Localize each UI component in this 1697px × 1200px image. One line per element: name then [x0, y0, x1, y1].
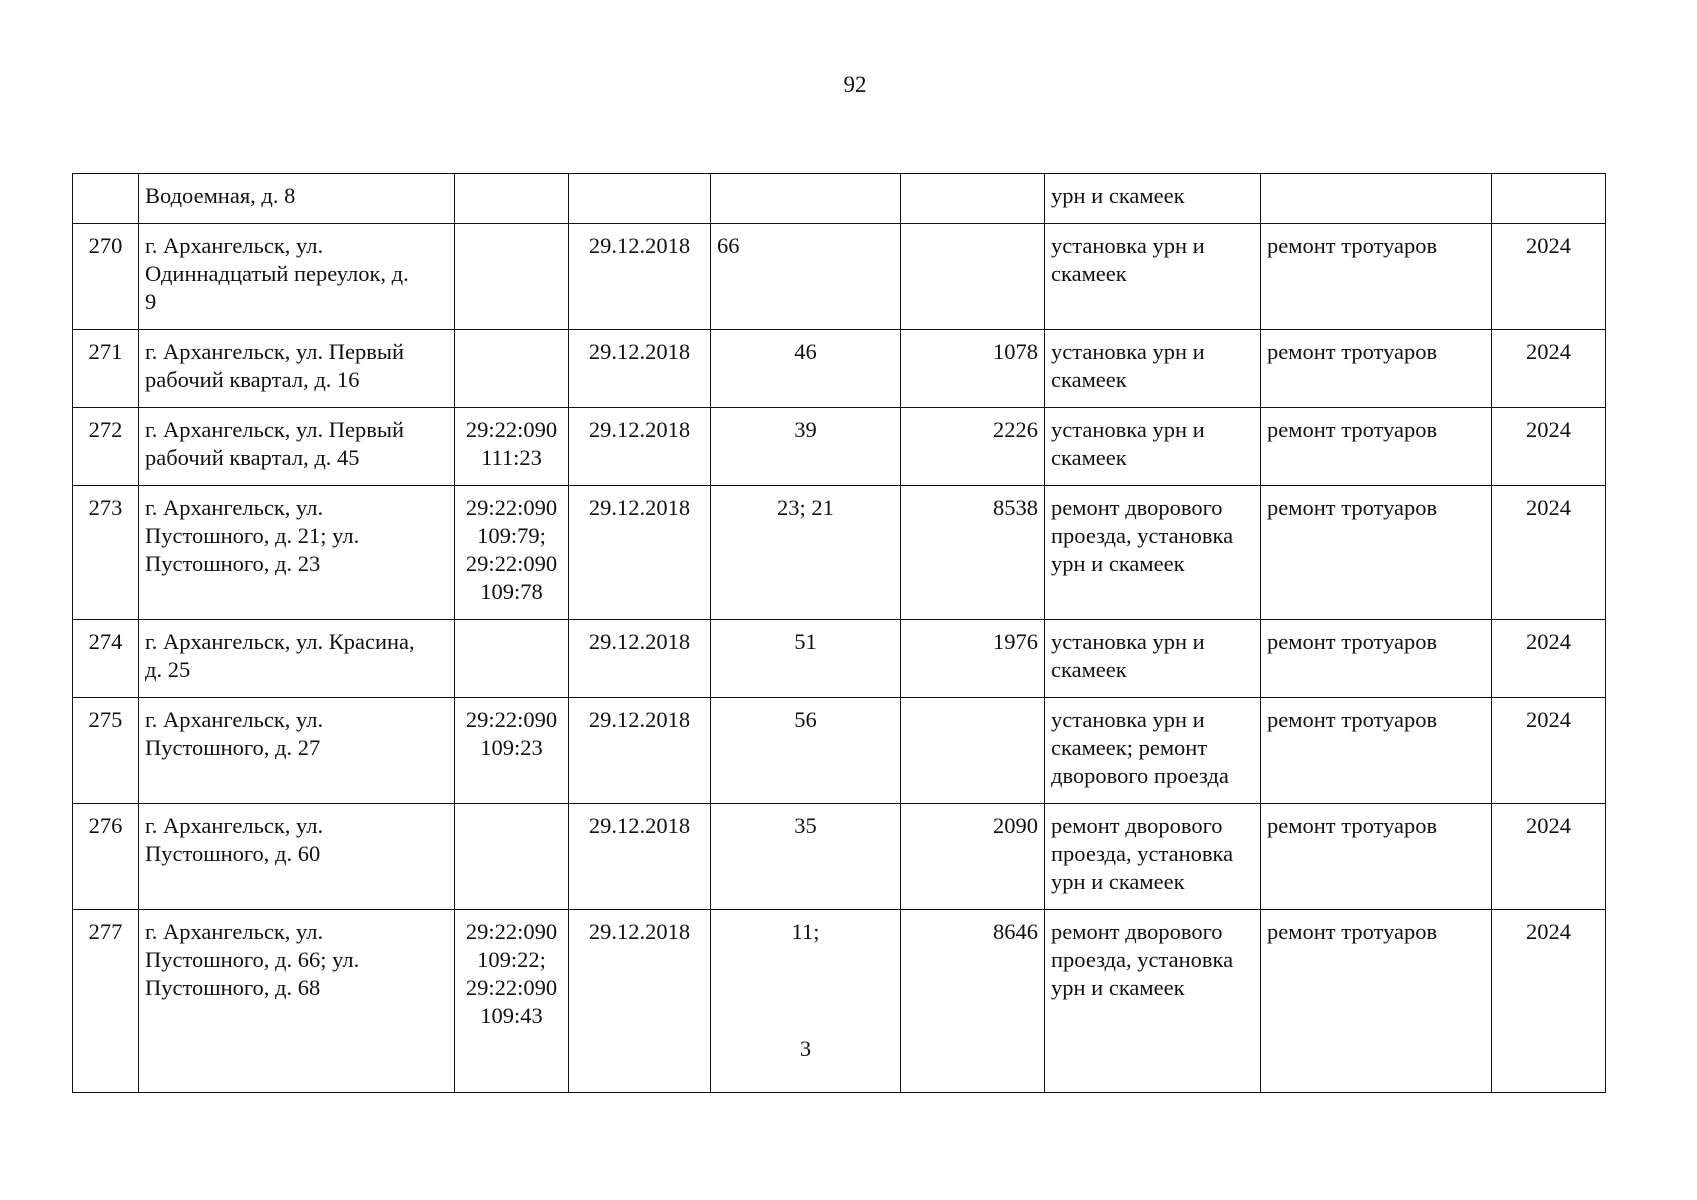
apartment-count-cell	[711, 174, 901, 224]
table-row	[73, 486, 1606, 620]
address-cell: г. Архангельск, ул. Первый рабочий квартал, д. 16	[139, 330, 455, 408]
row-number-cell: 271	[73, 330, 139, 408]
address-cell: г. Архангельск, ул. Пустошного, д. 27	[139, 698, 455, 804]
additional-work-cell: ремонт тротуаров	[1261, 486, 1492, 620]
area-cell: 2090	[901, 804, 1045, 910]
apartment-count-cell: 35	[711, 804, 901, 910]
year-cell: 2024	[1492, 224, 1606, 330]
area-cell: 1078	[901, 330, 1045, 408]
area-cell	[901, 174, 1045, 224]
planned-work-cell: установка урн и скамеек	[1045, 224, 1261, 330]
cadastral-number-cell: 29:22:090 109:22; 29:22:090 109:43	[455, 910, 569, 1093]
planned-work-cell: установка урн и скамеек	[1045, 408, 1261, 486]
area-cell: 8646	[901, 910, 1045, 1093]
address-cell: г. Архангельск, ул. Пустошного, д. 66; ул. Пустошного, д. 68	[139, 910, 455, 1093]
table-row	[73, 804, 1606, 910]
year-cell: 2024	[1492, 486, 1606, 620]
table-row	[73, 330, 1606, 408]
additional-work-cell: ремонт тротуаров	[1261, 620, 1492, 698]
cadastral-number-cell	[455, 330, 569, 408]
year-cell: 2024	[1492, 408, 1606, 486]
cadastral-number-cell: 29:22:090 109:79; 29:22:090 109:78	[455, 486, 569, 620]
row-number-cell: 270	[73, 224, 139, 330]
row-number-cell: 274	[73, 620, 139, 698]
year-cell: 2024	[1492, 804, 1606, 910]
row-number-cell: 273	[73, 486, 139, 620]
additional-work-cell: ремонт тротуаров	[1261, 910, 1492, 1093]
table-row	[73, 408, 1606, 486]
apartment-count-cell: 23; 21	[711, 486, 901, 620]
apartment-count-continuation: 3	[799, 1036, 812, 1061]
cadastral-number-cell	[455, 620, 569, 698]
area-cell: 8538	[901, 486, 1045, 620]
cadastral-number-cell: 29:22:090 109:23	[455, 698, 569, 804]
date-cell: 29.12.2018	[569, 620, 711, 698]
year-cell	[1492, 174, 1606, 224]
row-number-cell: 276	[73, 804, 139, 910]
additional-work-cell: ремонт тротуаров	[1261, 224, 1492, 330]
table-row	[73, 910, 1606, 1093]
table-row	[73, 698, 1606, 804]
row-number-cell: 272	[73, 408, 139, 486]
cadastral-number-cell	[455, 224, 569, 330]
register-table	[72, 173, 1606, 1093]
area-cell: 2226	[901, 408, 1045, 486]
apartment-count-cell: 56	[711, 698, 901, 804]
cadastral-number-cell	[455, 804, 569, 910]
table-row	[73, 620, 1606, 698]
page-number: 92	[843, 72, 867, 97]
area-cell	[901, 224, 1045, 330]
additional-work-cell	[1261, 174, 1492, 224]
additional-work-cell: ремонт тротуаров	[1261, 408, 1492, 486]
row-number-cell	[73, 174, 139, 224]
planned-work-cell: ремонт дворового проезда, установка урн и скамеек	[1045, 910, 1261, 1093]
apartment-count-cell: 66	[711, 224, 901, 330]
planned-work-cell: установка урн и скамеек; ремонт дворового проезда	[1045, 698, 1261, 804]
additional-work-cell: ремонт тротуаров	[1261, 804, 1492, 910]
cadastral-number-cell: 29:22:090 111:23	[455, 408, 569, 486]
date-cell: 29.12.2018	[569, 224, 711, 330]
apartment-count-cell: 51	[711, 620, 901, 698]
year-cell: 2024	[1492, 910, 1606, 1093]
table-row	[73, 174, 1606, 224]
table-row	[73, 224, 1606, 330]
area-cell: 1976	[901, 620, 1045, 698]
apartment-count-cell: 46	[711, 330, 901, 408]
address-cell: г. Архангельск, ул. Красина, д. 25	[139, 620, 455, 698]
row-number-cell: 277	[73, 910, 139, 1093]
date-cell: 29.12.2018	[569, 910, 711, 1093]
additional-work-cell: ремонт тротуаров	[1261, 330, 1492, 408]
planned-work-cell: установка урн и скамеек	[1045, 330, 1261, 408]
year-cell: 2024	[1492, 620, 1606, 698]
planned-work-cell: ремонт дворового проезда, установка урн и скамеек	[1045, 804, 1261, 910]
cadastral-number-cell	[455, 174, 569, 224]
additional-work-cell: ремонт тротуаров	[1261, 698, 1492, 804]
date-cell: 29.12.2018	[569, 698, 711, 804]
row-number-cell: 275	[73, 698, 139, 804]
planned-work-cell: ремонт дворового проезда, установка урн и скамеек	[1045, 486, 1261, 620]
address-cell: Водоемная, д. 8	[139, 174, 455, 224]
address-cell: г. Архангельск, ул. Первый рабочий квартал, д. 45	[139, 408, 455, 486]
date-cell: 29.12.2018	[569, 486, 711, 620]
date-cell	[569, 174, 711, 224]
planned-work-cell: урн и скамеек	[1045, 174, 1261, 224]
year-cell: 2024	[1492, 330, 1606, 408]
area-cell	[901, 698, 1045, 804]
date-cell: 29.12.2018	[569, 408, 711, 486]
apartment-count-cell: 39	[711, 408, 901, 486]
date-cell: 29.12.2018	[569, 804, 711, 910]
address-cell: г. Архангельск, ул. Пустошного, д. 60	[139, 804, 455, 910]
date-cell: 29.12.2018	[569, 330, 711, 408]
address-cell: г. Архангельск, ул. Одиннадцатый переулок, д. 9	[139, 224, 455, 330]
address-cell: г. Архангельск, ул. Пустошного, д. 21; ул. Пустошного, д. 23	[139, 486, 455, 620]
apartment-count-cell: 11; 3	[711, 910, 901, 1093]
planned-work-cell: установка урн и скамеек	[1045, 620, 1261, 698]
year-cell: 2024	[1492, 698, 1606, 804]
